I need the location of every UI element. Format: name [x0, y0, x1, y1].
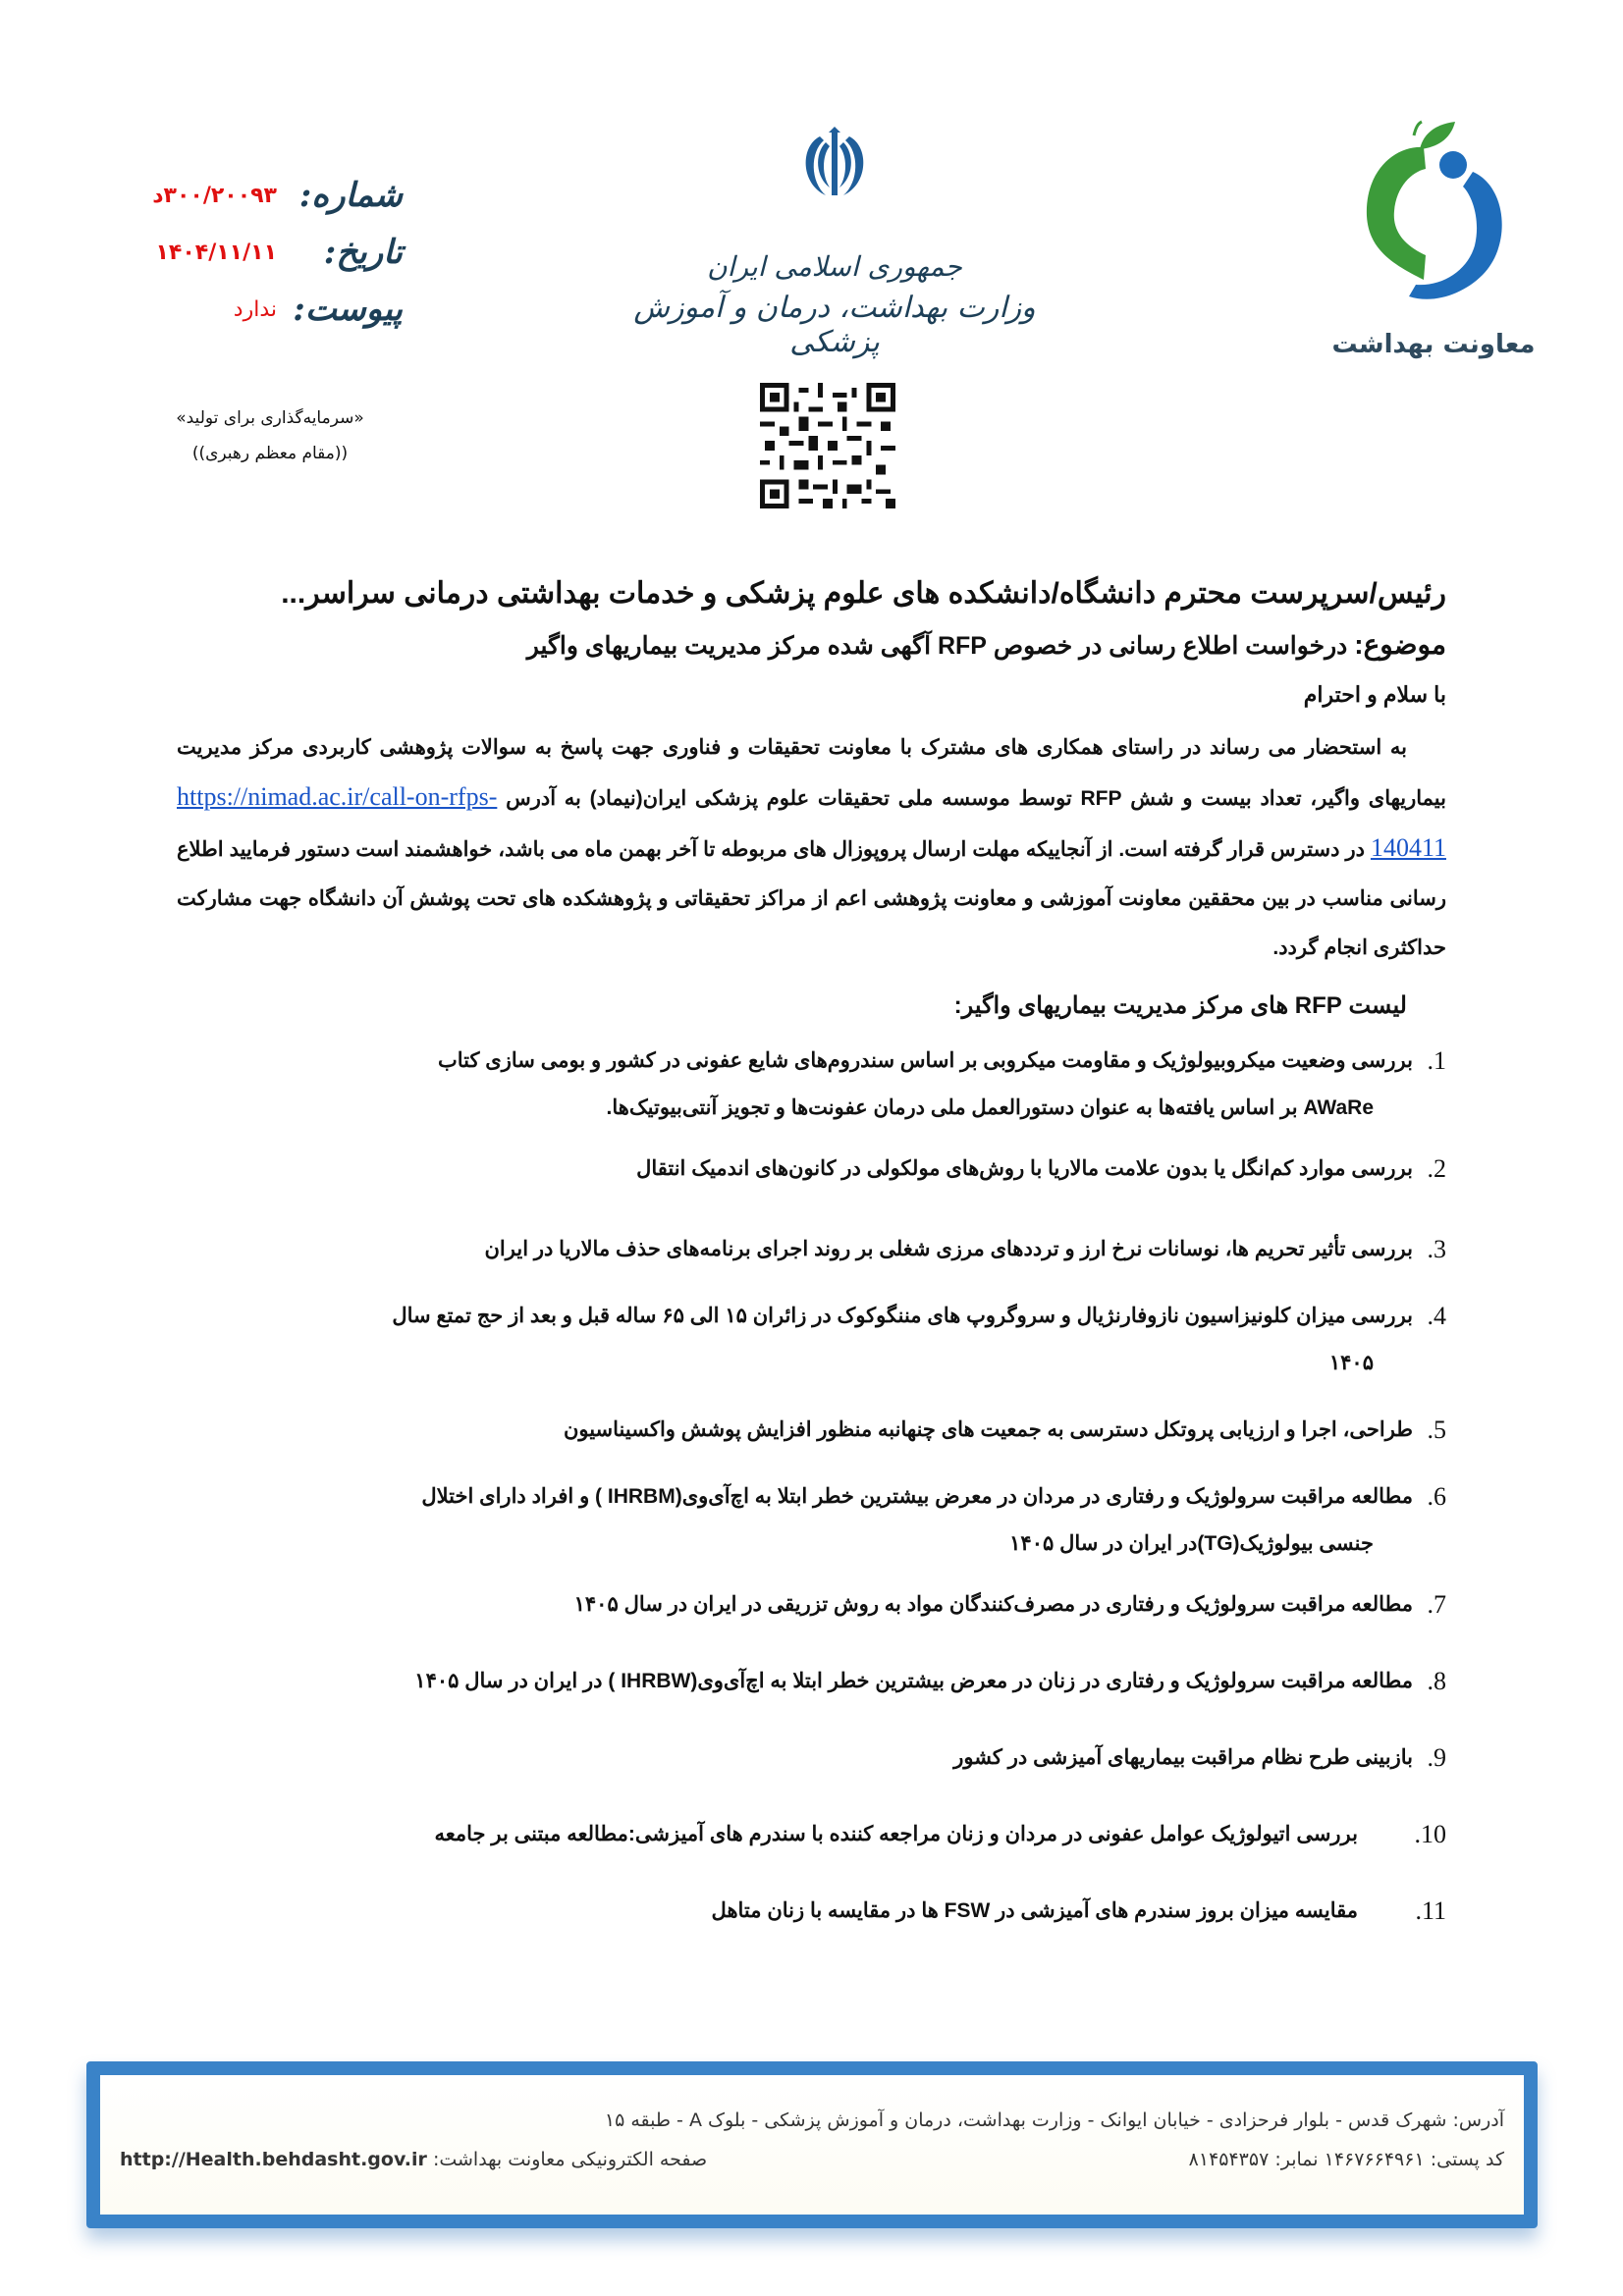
- list-item-text: طراحی، اجرا و ارزیابی پروتکل دسترسی به جمعیت های چنهانبه منظور افزایش پوشش واکسیناسیون: [563, 1418, 1413, 1441]
- government-header: [589, 123, 1080, 359]
- subject-text: درخواست اطلاع رسانی در خصوص RFP آگهی شده مرکز مدیریت بیماریهای واگیر: [526, 632, 1348, 660]
- addressee: رئیس/سرپرست محترم دانشگاه/دانشکده های علوم پزشکی و خدمات بهداشتی درمانی سراسر...: [281, 577, 1446, 610]
- ministry-title: وزارت بهداشت، درمان و آموزش پزشکی: [633, 291, 1036, 359]
- list-item-number: 6.: [1427, 1482, 1446, 1511]
- letter-number-row: [137, 167, 403, 224]
- footer-address-line: [120, 2101, 1504, 2140]
- list-item-continuation: ۱۴۰۵: [1328, 1352, 1374, 1374]
- letter-body: [177, 569, 1446, 1935]
- list-item: [177, 1038, 1446, 1132]
- list-item-number: 7.: [1427, 1590, 1446, 1619]
- footer-address: آدرس: شهرک قدس - بلوار فرحزادی - خیابان ایوانک - وزارت بهداشت، درمان و آموزش پزشکی - بلوک A - طبقه ۱۵: [604, 2109, 1504, 2131]
- footer-web-label: صفحه الکترونیکی معاونت بهداشت:: [432, 2149, 708, 2170]
- letter-attachment-label: پیوست:: [293, 290, 403, 329]
- letter-date-label: تاریخ:: [323, 233, 403, 272]
- list-item-text: مطالعه مراقبت سرولوژیک و رفتاری در مردان در معرض بیشترین خطر ابتلا به اچ‌آی‌وی(IHRBM ) و افراد دارای اختلال: [421, 1485, 1413, 1508]
- list-item-number: 10.: [1414, 1820, 1446, 1848]
- main-paragraph: [177, 723, 1446, 973]
- list-item-number: 2.: [1427, 1154, 1446, 1183]
- rfp-list: [177, 1038, 1446, 1935]
- list-item-continuation: جنسی بیولوژیک(TG)در ایران در سال ۱۴۰۵: [1009, 1532, 1374, 1555]
- list-item-text: بررسی وضعیت میکروبیولوژیک و مقاومت میکروبی بر اساس سندروم‌های شایع عفونی در کشور و بومی سازی کتاب: [437, 1049, 1413, 1072]
- list-item-number: 11.: [1415, 1896, 1446, 1925]
- list-item-number: 4.: [1427, 1302, 1446, 1330]
- letter-date-row: [137, 224, 403, 281]
- list-item-continuation: AWaRe بر اساس یافته‌ها به عنوان دستورالعمل ملی درمان عفونت‌ها و تجویز آنتی‌بیوتیک‌ها.: [606, 1096, 1374, 1119]
- list-item-text: بررسی تأثیر تحریم ها، نوسانات نرخ ارز و ترددهای مرزی شغلی بر روند اجرای برنامه‌های حذف مالاریا در ایران: [484, 1238, 1413, 1260]
- list-item-number: 1.: [1427, 1046, 1446, 1075]
- list-item-text: بررسی موارد کم‌انگل یا بدون علامت مالاریا با روش‌های مولکولی در کانون‌های اندمیک انتقال: [636, 1157, 1413, 1180]
- health-deputy-logo: [1306, 118, 1561, 359]
- list-item: [177, 1407, 1446, 1454]
- letter-meta: [137, 167, 403, 338]
- health-deputy-logo-text: معاونت بهداشت: [1331, 330, 1536, 359]
- slogan-line-2: ((مقام معظم رهبری)): [191, 444, 349, 463]
- list-item: [177, 1658, 1446, 1705]
- list-item: [177, 1293, 1446, 1387]
- list-item-number: 9.: [1427, 1743, 1446, 1772]
- list-item: [177, 1888, 1446, 1935]
- paragraph-part-2: در دسترس قرار گرفته است. از آنجاییکه مهلت ارسال پروپوزال های مربوطه تا آخر بهمن ماه می باشد، خواهشمند است دستور فرمایید اطلاع رسانی مناسب در بین محققین معاونت آموزشی و معاونت پژوهشی اعم از مراکز تحقیقاتی و پژوهشکده های تحت پوشش آن دانشگاه جهت مشارکت حداکثری انجام گردد.: [177, 838, 1446, 959]
- greeting: با سلام و احترام: [1303, 682, 1446, 707]
- paragraph-part-1: به استحضار می رساند در راستای همکاری های مشترک با معاونت تحقیقات و فناوری جهت پاسخ به سوالات پژوهشی کاربردی مرکز مدیریت بیماریهای واگیر، تعداد بیست و شش RFP توسط موسسه ملی تحقیقات علوم پزشکی ایران(نیماد) به آدرس: [177, 736, 1446, 810]
- list-item-number: 3.: [1427, 1235, 1446, 1263]
- list-item: [177, 1146, 1446, 1193]
- footer-contact-line: [120, 2140, 1504, 2179]
- letter-date-value: ۱۴۰۴/۱۱/۱۱: [155, 240, 277, 265]
- list-item-text: بررسی میزان کلونیزاسیون نازوفارنژیال و سروگروپ های مننگوکوک در زائران ۱۵ الی ۶۵ ساله قبل و بعد از حج تمتع سال: [392, 1305, 1413, 1327]
- list-item-text: بازبینی طرح نظام مراقبت بیماریهای آمیزشی در کشور: [953, 1746, 1413, 1769]
- health-deputy-logo-icon: [1335, 118, 1532, 334]
- footer-address-box: [86, 2061, 1538, 2228]
- list-item-number: 8.: [1427, 1667, 1446, 1695]
- rfp-list-title: لیست RFP های مرکز مدیریت بیماریهای واگیر:: [953, 992, 1407, 1019]
- subject-label: موضوع:: [1354, 629, 1446, 660]
- list-item: [177, 1473, 1446, 1568]
- nimad-rfp-link[interactable]: https://nimad.ac.ir/call-on-rfps-140411: [177, 782, 1446, 862]
- list-item: [177, 1226, 1446, 1273]
- letter-attachment-value: ندارد: [233, 296, 277, 322]
- government-title: جمهوری اسلامی ایران: [707, 250, 962, 283]
- footer-website-link[interactable]: http://Health.behdasht.gov.ir: [120, 2149, 427, 2170]
- list-item: [177, 1735, 1446, 1782]
- letter-attachment-row: [137, 281, 403, 338]
- list-item-text: مطالعه مراقبت سرولوژیک و رفتاری در زنان در معرض بیشترین خطر ابتلا به اچ‌آی‌وی(IHRBW ) در ایران در سال ۱۴۰۵: [414, 1670, 1413, 1692]
- iran-emblem-icon: [790, 123, 879, 211]
- list-item-text: مطالعه مراقبت سرولوژیک و رفتاری در مصرف‌کنندگان مواد به روش تزریقی در ایران در سال ۱۴۰۵: [573, 1593, 1413, 1616]
- list-item-text: بررسی اتیولوژیک عوامل عفونی در مردان و زنان مراجعه کننده با سندرم های آمیزشی:مطالعه مبتنی بر جامعه: [434, 1823, 1358, 1845]
- list-item: [177, 1811, 1446, 1858]
- list-item-number: 5.: [1427, 1415, 1446, 1444]
- subject-line: [177, 622, 1446, 668]
- letter-number-value: ۳۰۰/۲۰۰۹۳د: [152, 183, 277, 208]
- slogan-line-1: «سرمایه‌گذاری برای تولید»: [176, 408, 364, 428]
- qr-code-icon[interactable]: [759, 383, 896, 508]
- footer-postal-fax: کد پستی: ۱۴۶۷۶۶۴۹۶۱ نمابر: ۸۱۴۵۴۳۵۷: [1188, 2149, 1504, 2170]
- list-item: [177, 1581, 1446, 1629]
- slogan: [137, 400, 403, 471]
- list-item-text: مقایسه میزان بروز سندرم های آمیزشی در FSW ها در مقایسه با زنان متاهل: [711, 1899, 1358, 1922]
- letter-number-label: شماره:: [298, 176, 403, 215]
